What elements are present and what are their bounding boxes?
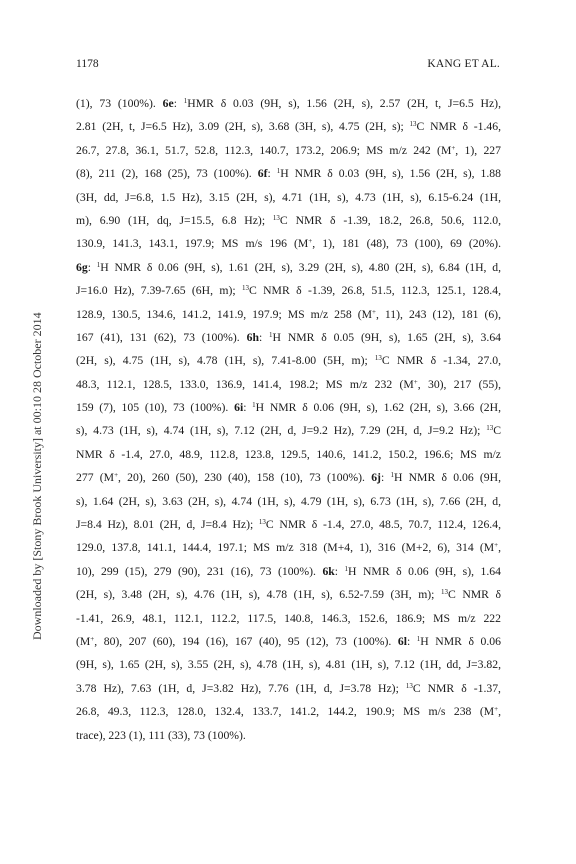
text-line	[76, 677, 501, 700]
compound-label: 6k	[322, 564, 335, 578]
text-run: C NMR δ -1.46,	[416, 120, 501, 134]
text-run: , 1), 181 (48), 73 (100), 69 (20%).	[312, 237, 501, 251]
text-line	[76, 560, 501, 583]
text-run: (9H, s), 1.65 (2H, s), 3.55 (2H, s), 4.78 (1H, s), 4.81 (1H, s), 7.12 (1H, dd, J=3.82,	[76, 658, 501, 672]
text-run: , 30), 217 (55),	[417, 377, 501, 391]
superscript: 13	[486, 424, 494, 433]
text-run: 167 (41), 131 (62), 73 (100%).	[76, 330, 247, 344]
text-line	[76, 162, 501, 185]
text-line	[76, 256, 501, 279]
compound-label: 6l	[397, 634, 407, 648]
text-line	[76, 513, 501, 536]
text-run: H NMR δ 0.06 (9H, s), 1.61 (2H, s), 3.29 (2H, s), 4.80 (2H, s), 6.84 (1H, d,	[100, 260, 501, 274]
superscript: 1	[252, 401, 256, 410]
superscript: 1	[390, 471, 394, 480]
superscript: +	[451, 143, 456, 152]
text-run: (M	[76, 634, 91, 648]
text-run: (3H, dd, J=6.8, 1.5 Hz), 3.15 (2H, s), 4.71 (1H, s), 4.73 (1H, s), 6.15-6.24 (1H,	[76, 190, 501, 204]
page-number: 1178	[76, 58, 99, 70]
superscript: 13	[440, 588, 448, 597]
text-line	[76, 279, 501, 302]
download-side-note: Downloaded by [Stony Brook University] at 00:10 28 October 2014	[30, 312, 44, 640]
superscript: 1	[96, 260, 101, 269]
text-line	[76, 373, 501, 396]
text-run: (1), 73 (100%).	[76, 97, 163, 110]
superscript: +	[494, 705, 499, 714]
text-run: J=8.4 Hz), 8.01 (2H, d, J=8.4 Hz);	[76, 518, 259, 532]
text-run: -1.41, 26.9, 48.1, 112.1, 112.2, 117.5, 140.8, 146.3, 152.6, 186.9; MS m/z 222	[76, 611, 501, 625]
text-run: (8), 211 (2), 168 (25), 73 (100%).	[76, 167, 258, 181]
superscript: 13	[405, 681, 413, 690]
text-run: C NMR δ -1.34, 27.0,	[381, 354, 501, 368]
compound-label: 6f	[257, 167, 268, 181]
text-run: H NMR δ 0.06 (9H, s), 1.62 (2H, s), 3.66 (2H,	[255, 401, 501, 415]
superscript: +	[371, 307, 376, 316]
text-run: (2H, s), 4.75 (1H, s), 4.78 (1H, s), 7.41-8.00 (5H, m);	[76, 354, 375, 368]
compound-label: 6j	[371, 471, 381, 485]
text-line	[76, 466, 501, 489]
text-run: :	[267, 167, 277, 181]
compound-label: 6e	[162, 97, 174, 110]
text-run: :	[173, 97, 184, 110]
text-run: C NMR δ	[447, 588, 501, 602]
text-run: trace), 223 (1), 111 (33), 73 (100%).	[76, 728, 246, 742]
text-run: s), 4.73 (1H, s), 4.74 (1H, s), 7.12 (2H, d, J=9.2 Hz), 7.29 (2H, d, J=9.2 Hz);	[76, 424, 487, 438]
text-run: H NMR δ 0.03 (9H, s), 1.56 (2H, s), 1.88	[280, 167, 501, 181]
superscript: 1	[276, 167, 281, 176]
text-run: 26.7, 27.8, 36.1, 51.7, 52.8, 112.3, 140.7, 173.2, 206.9; MS m/z 242 (M	[76, 143, 452, 157]
compound-label: 6h	[246, 330, 259, 344]
text-run: 10), 299 (15), 279 (90), 231 (16), 73 (100%).	[76, 564, 323, 578]
superscript: 1	[344, 564, 349, 573]
text-run: , 1), 227	[455, 143, 501, 157]
text-line	[76, 630, 501, 653]
superscript: 1	[269, 330, 273, 339]
text-run: m), 6.90 (1H, dq, J=15.5, 6.8 Hz);	[76, 213, 273, 227]
superscript: +	[90, 634, 95, 643]
text-line	[76, 186, 501, 209]
superscript: 1	[183, 97, 188, 105]
text-run: 159 (7), 105 (10), 73 (100%).	[76, 401, 235, 415]
superscript: 13	[409, 120, 417, 129]
text-run: HMR δ 0.03 (9H, s), 1.56 (2H, s), 2.57 (2H, t, J=6.5 Hz),	[187, 97, 501, 110]
text-run: , 20), 260 (50), 230 (40), 158 (10), 73 (100%).	[118, 471, 372, 485]
superscript: +	[308, 237, 313, 246]
text-run: 2.81 (2H, t, J=6.5 Hz), 3.09 (2H, s), 3.68 (3H, s), 4.75 (2H, s);	[76, 120, 410, 134]
superscript: 1	[416, 634, 421, 643]
compound-label: 6i	[234, 401, 244, 415]
text-run: C NMR δ -1.39, 18.2, 26.8, 50.6, 112.0,	[279, 213, 501, 227]
text-line	[76, 419, 501, 442]
text-run: :	[243, 401, 253, 415]
text-line	[76, 443, 501, 466]
text-run: H NMR δ 0.05 (9H, s), 1.65 (2H, s), 3.64	[272, 330, 501, 344]
superscript: +	[413, 377, 418, 386]
text-run: 48.3, 112.1, 128.5, 133.0, 136.9, 141.4, 198.2; MS m/z 232 (M	[76, 377, 414, 391]
text-line	[76, 490, 501, 513]
superscript: 13	[374, 354, 382, 363]
text-run: :	[406, 634, 417, 648]
text-run: ,	[498, 541, 501, 555]
text-run: C NMR δ -1.39, 26.8, 51.5, 112.3, 125.1, 128.4,	[248, 284, 501, 298]
text-run: 129.0, 137.8, 141.1, 144.4, 197.1; MS m/z 318 (M+4, 1), 316 (M+2, 6), 314 (M	[76, 541, 495, 555]
text-run: (2H, s), 3.48 (2H, s), 4.76 (1H, s), 4.78 (1H, s), 6.52-7.59 (3H, m);	[76, 588, 441, 602]
text-line	[76, 232, 501, 255]
text-line	[76, 724, 501, 747]
text-run: , 80), 207 (60), 194 (16), 167 (40), 95 (12), 73 (100%).	[94, 634, 398, 648]
text-run: , 11), 243 (12), 181 (6),	[375, 307, 501, 321]
text-run: 3.78 Hz), 7.63 (1H, d, J=3.82 Hz), 7.76 (1H, d, J=3.78 Hz);	[76, 681, 406, 695]
text-run: J=16.0 Hz), 7.39-7.65 (6H, m);	[76, 284, 242, 298]
text-run: 26.8, 49.3, 112.3, 128.0, 132.4, 133.7, 141.2, 144.2, 190.9; MS m/s 238 (M	[76, 705, 495, 719]
superscript: +	[494, 541, 499, 550]
text-run: s), 1.64 (2H, s), 3.63 (2H, s), 4.74 (1H, s), 4.79 (1H, s), 6.73 (1H, s), 7.66 (2H, d,	[76, 494, 501, 508]
text-line	[76, 115, 501, 138]
text-run: :	[87, 260, 97, 274]
superscript: 13	[241, 284, 249, 293]
text-line	[76, 209, 501, 232]
text-line	[76, 583, 501, 606]
text-line	[76, 653, 501, 676]
text-line	[76, 700, 501, 723]
text-run: C NMR δ -1.37,	[412, 681, 501, 695]
text-run: 277 (M	[76, 471, 115, 485]
text-line	[76, 607, 501, 630]
text-run: C NMR δ -1.4, 27.0, 48.5, 70.7, 112.4, 126.4,	[265, 518, 501, 532]
text-run: :	[258, 330, 270, 344]
text-run: 128.9, 130.5, 134.6, 141.2, 141.9, 197.9; MS m/z 258 (M	[76, 307, 372, 321]
text-line	[76, 396, 501, 419]
text-run: H NMR δ 0.06 (9H, s), 1.64	[348, 564, 501, 578]
superscript: 13	[272, 213, 280, 222]
text-run: H NMR δ 0.06 (9H,	[393, 471, 501, 485]
text-line	[76, 326, 501, 349]
text-line	[76, 303, 501, 326]
text-line	[76, 536, 501, 559]
text-run: ,	[498, 705, 501, 719]
body-text	[76, 92, 501, 747]
running-head: KANG ET AL.	[427, 58, 500, 70]
text-line	[76, 92, 501, 115]
superscript: 13	[258, 518, 266, 527]
text-run: C	[493, 424, 501, 438]
compound-label: 6g	[76, 260, 88, 274]
text-run: 130.9, 141.3, 143.1, 197.9; MS m/s 196 (M	[76, 237, 309, 251]
text-line	[76, 349, 501, 372]
text-run: :	[380, 471, 391, 485]
text-run: :	[334, 564, 345, 578]
text-run: NMR δ -1.4, 27.0, 48.9, 112.8, 123.8, 129.5, 140.6, 141.2, 150.2, 196.6; MS m/z	[76, 447, 501, 461]
text-run: H NMR δ 0.06	[420, 634, 501, 648]
superscript: +	[114, 471, 119, 480]
text-line	[76, 139, 501, 162]
